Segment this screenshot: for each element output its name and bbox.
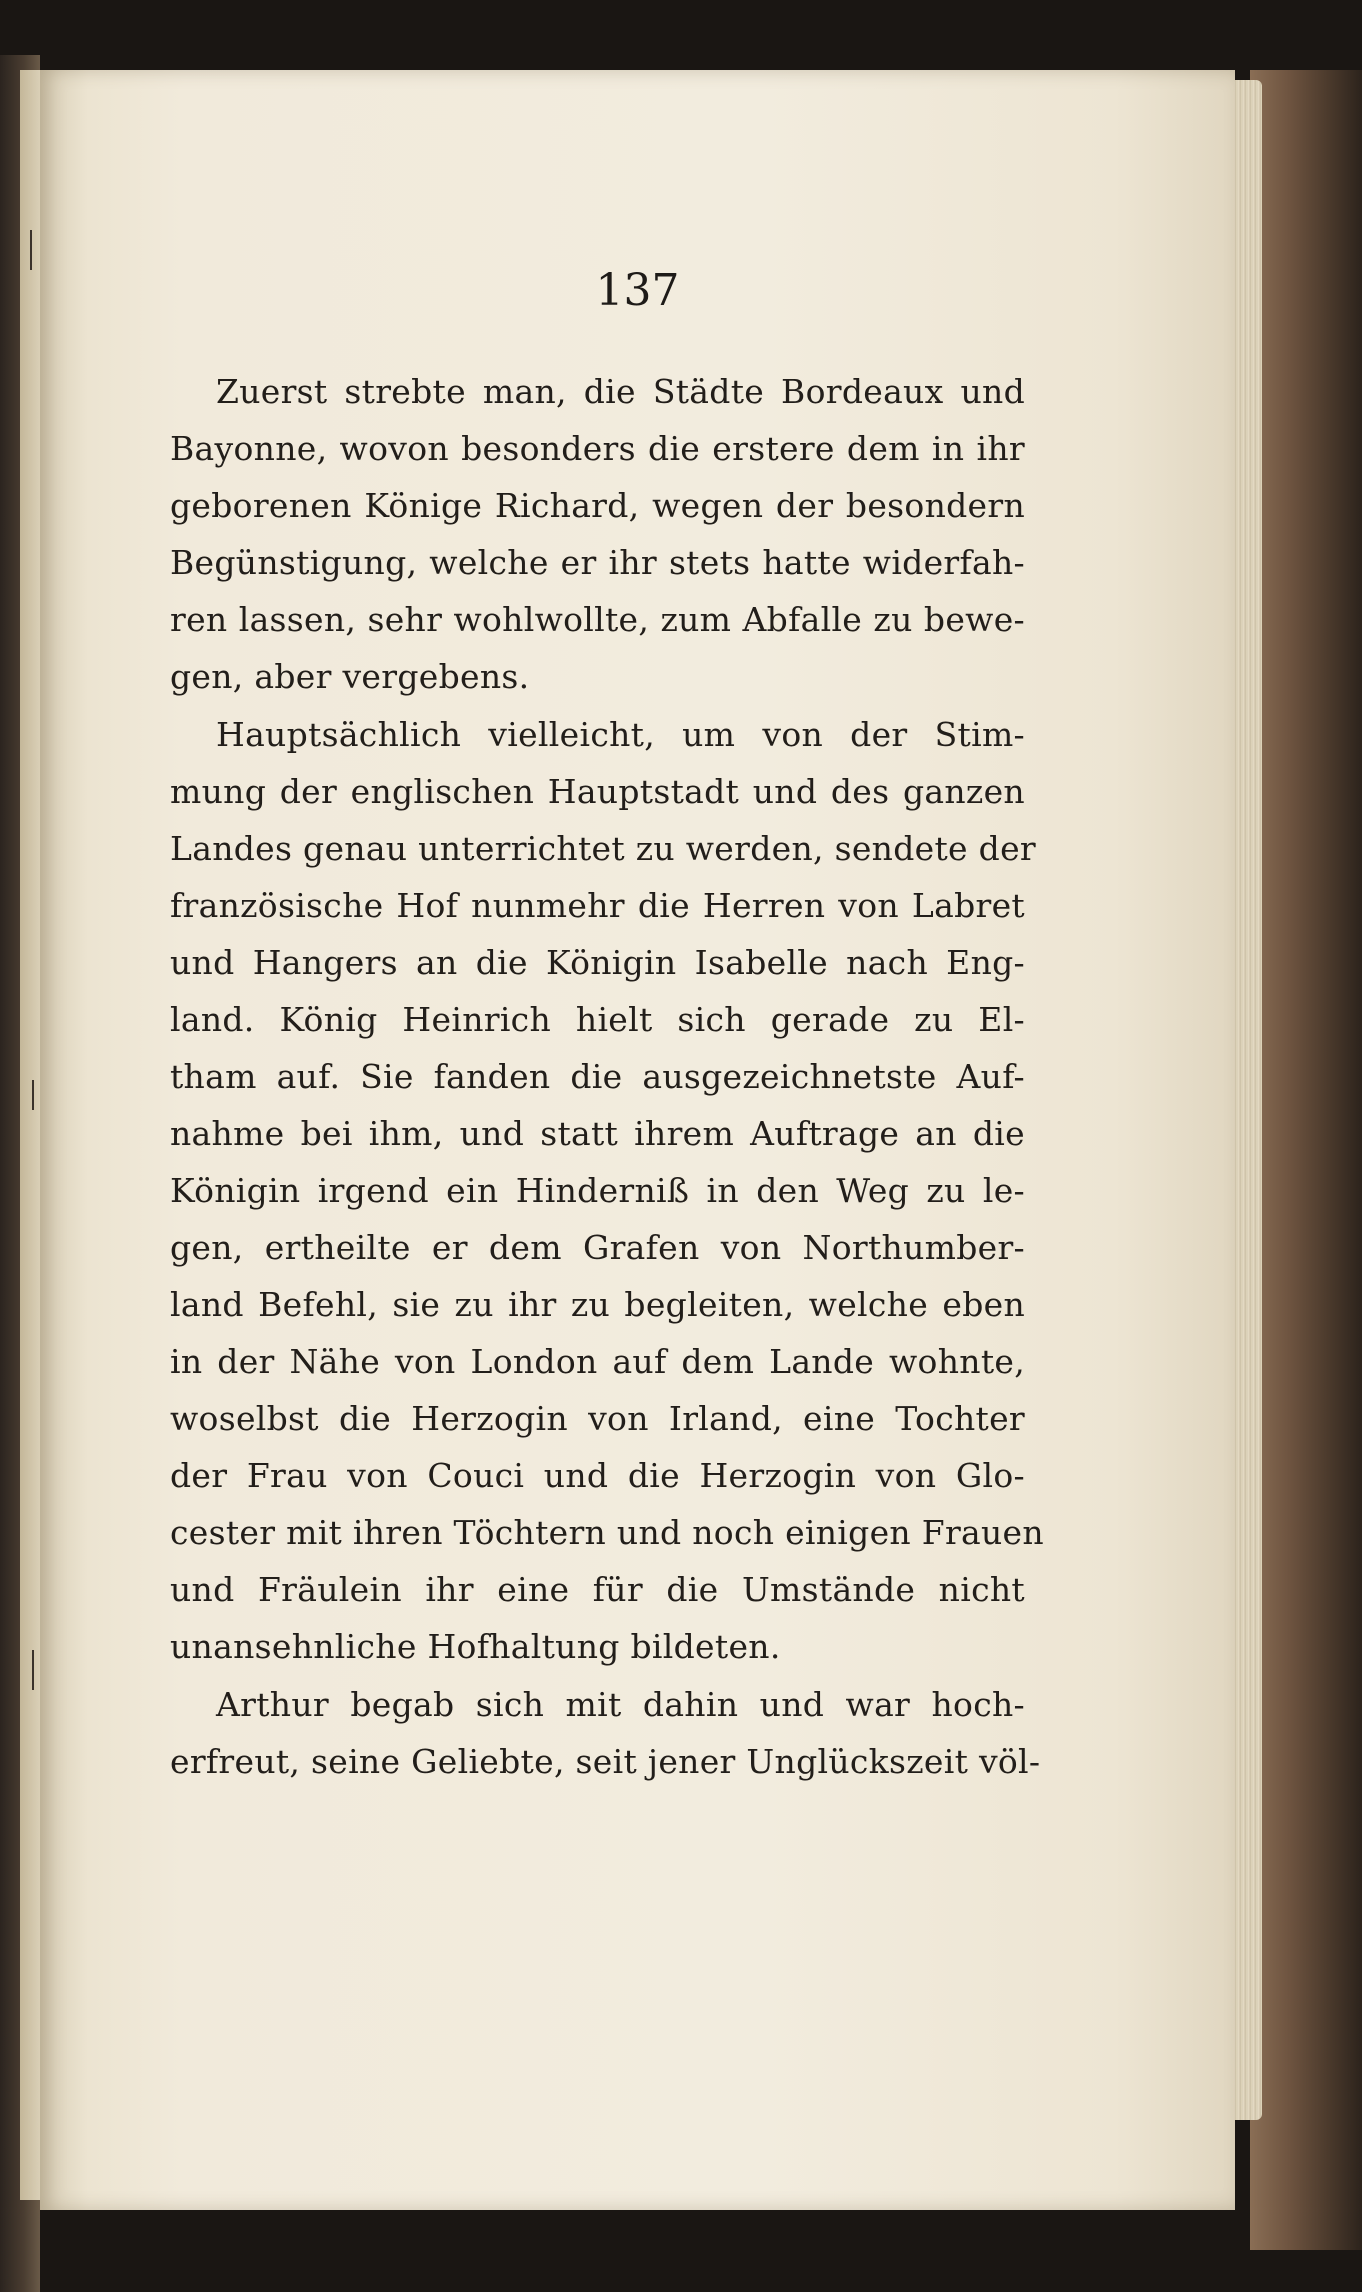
- text-line: Arthur begab sich mit dahin und war hoch-: [216, 1685, 1025, 1724]
- text-line: ren lassen, sehr wohlwollte, zum Abfalle zu bewe-: [170, 600, 1025, 639]
- margin-mark: [32, 1650, 34, 1690]
- text-line: woselbst die Herzogin von Irland, eine Tochter: [170, 1399, 1025, 1438]
- text-line: französische Hof nunmehr die Herren von Labret: [170, 886, 1025, 925]
- margin-mark: [30, 230, 32, 270]
- text-line: geborenen Könige Richard, wegen der besondern: [170, 486, 1025, 525]
- page-number: 137: [595, 265, 680, 316]
- book-cover-right: [1250, 70, 1362, 2250]
- text-line: der Frau von Couci und die Herzogin von Glo-: [170, 1456, 1025, 1495]
- text-line: Landes genau unterrichtet zu werden, sendete der: [170, 829, 1036, 868]
- text-line: Zuerst strebte man, die Städte Bordeaux und: [216, 372, 1025, 411]
- text-line: land Befehl, sie zu ihr zu begleiten, welche eben: [170, 1285, 1025, 1324]
- text-line: Bayonne, wovon besonders die erstere dem in ihr: [170, 429, 1025, 468]
- text-line: cester mit ihren Töchtern und noch einigen Frauen: [170, 1513, 1044, 1552]
- text-line: tham auf. Sie fanden die ausgezeichnetste Auf-: [170, 1057, 1025, 1096]
- text-line: unansehnliche Hofhaltung bildeten.: [170, 1627, 781, 1666]
- margin-mark: [32, 1080, 34, 1110]
- text-line: Begünstigung, welche er ihr stets hatte widerfah-: [170, 543, 1025, 582]
- text-line: mung der englischen Hauptstadt und des ganzen: [170, 772, 1025, 811]
- text-line: und Hangers an die Königin Isabelle nach Eng-: [170, 943, 1025, 982]
- book-page: [40, 70, 1235, 2210]
- text-line: erfreut, seine Geliebte, seit jener Unglückszeit völ-: [170, 1742, 1041, 1781]
- text-line: gen, aber vergebens.: [170, 657, 530, 696]
- text-line: Königin irgend ein Hinderniß in den Weg zu le-: [170, 1171, 1025, 1210]
- text-line: gen, ertheilte er dem Grafen von Northumber-: [170, 1228, 1025, 1267]
- text-line: land. König Heinrich hielt sich gerade zu El-: [170, 1000, 1025, 1039]
- text-line: Hauptsächlich vielleicht, um von der Stim-: [216, 715, 1025, 754]
- text-line: nahme bei ihm, und statt ihrem Auftrage an die: [170, 1114, 1025, 1153]
- text-line: in der Nähe von London auf dem Lande wohnte,: [170, 1342, 1025, 1381]
- text-line: und Fräulein ihr eine für die Umstände nicht: [170, 1570, 1025, 1609]
